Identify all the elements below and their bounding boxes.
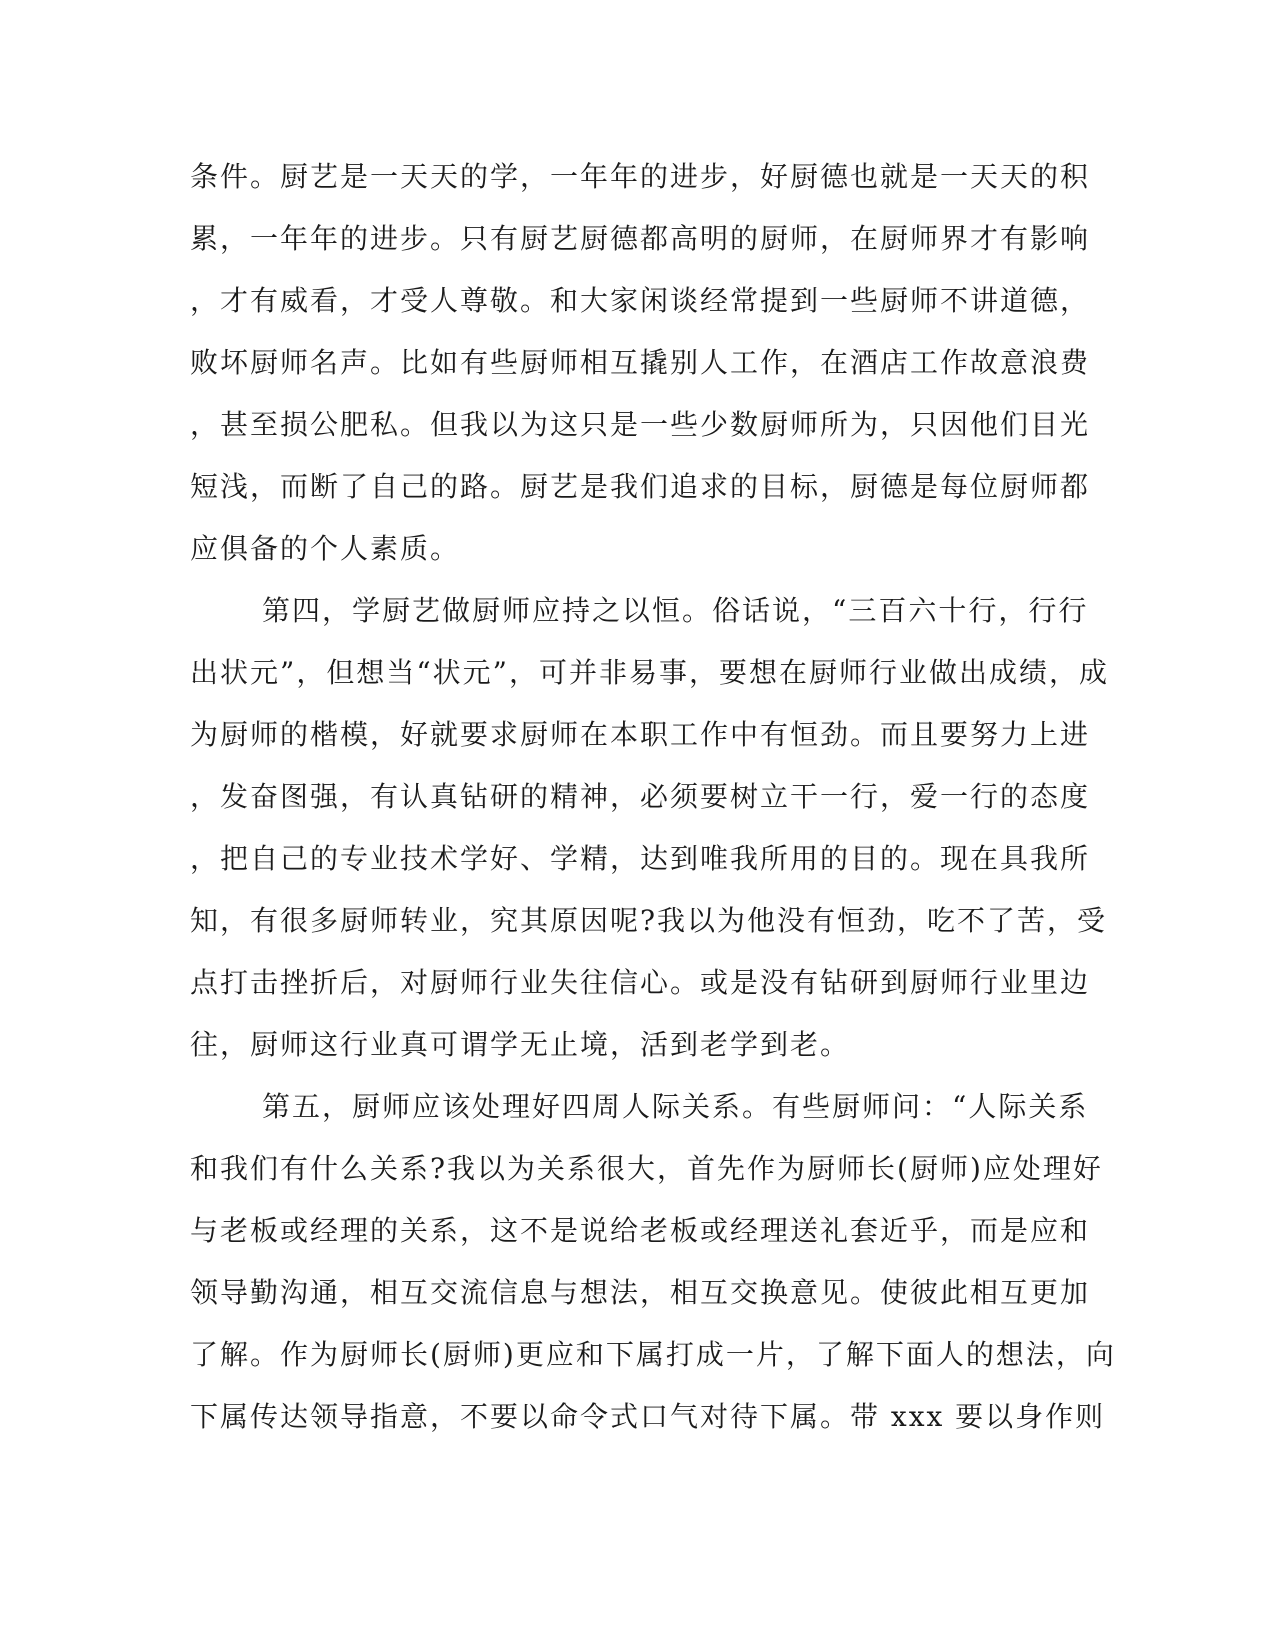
paragraph-line: ，甚至损公肥私。但我以为这只是一些少数厨师所为，只因他们目光 — [190, 408, 1091, 441]
paragraph-line: ，才有威看，才受人尊敬。和大家闲谈经常提到一些厨师不讲道德， — [190, 284, 1091, 317]
paragraph-line: 为厨师的楷模，好就要求厨师在本职工作中有恒劲。而且要努力上进 — [190, 718, 1091, 751]
paragraph-line: 败坏厨师名声。比如有些厨师相互撬别人工作，在酒店工作故意浪费 — [190, 346, 1091, 379]
paragraph-line: 下属传达领导指意，不要以命令式口气对待下属。带 xxx 要以身作则 — [190, 1400, 1106, 1433]
paragraph-line: 短浅，而断了自己的路。厨艺是我们追求的目标，厨德是每位厨师都 — [190, 470, 1091, 503]
paragraph-line: 条件。厨艺是一天天的学，一年年的进步，好厨德也就是一天天的积 — [190, 160, 1091, 193]
paragraph-line: 往，厨师这行业真可谓学无止境，活到老学到老。 — [190, 1028, 851, 1061]
document-body — [190, 155, 1116, 1457]
paragraph-line: 应俱备的个人素质。 — [190, 532, 461, 565]
paragraph-line: 了解。作为厨师长(厨师)更应和下属打成一片，了解下面人的想法，向 — [190, 1338, 1116, 1371]
paragraph-line: 领导勤沟通，相互交流信息与想法，相互交换意见。使彼此相互更加 — [190, 1276, 1091, 1309]
paragraph-line: 和我们有什么关系?我以为关系很大，首先作为厨师长(厨师)应处理好 — [190, 1152, 1103, 1185]
paragraph-line: 累，一年年的进步。只有厨艺厨德都高明的厨师，在厨师界才有影响 — [190, 222, 1091, 255]
paragraph-line: ，把自己的专业技术学好、学精，达到唯我所用的目的。现在具我所 — [190, 842, 1091, 875]
paragraph-line: 出状元”，但想当“状元”，可并非易事，要想在厨师行业做出成绩，成 — [190, 656, 1109, 689]
paragraph-first-line: 第四，学厨艺做厨师应持之以恒。俗话说，“三百六十行，行行 — [262, 594, 1089, 627]
paragraph-line: 点打击挫折后，对厨师行业失往信心。或是没有钻研到厨师行业里边 — [190, 966, 1091, 999]
paragraph-line: 与老板或经理的关系，这不是说给老板或经理送礼套近乎，而是应和 — [190, 1214, 1091, 1247]
paragraph-line: 知，有很多厨师转业，究其原因呢?我以为他没有恒劲，吃不了苦，受 — [190, 904, 1108, 937]
paragraph-line: ，发奋图强，有认真钻研的精神，必须要树立干一行，爱一行的态度 — [190, 780, 1091, 813]
paragraph-first-line: 第五，厨师应该处理好四周人际关系。有些厨师问：“人际关系 — [262, 1090, 1089, 1123]
